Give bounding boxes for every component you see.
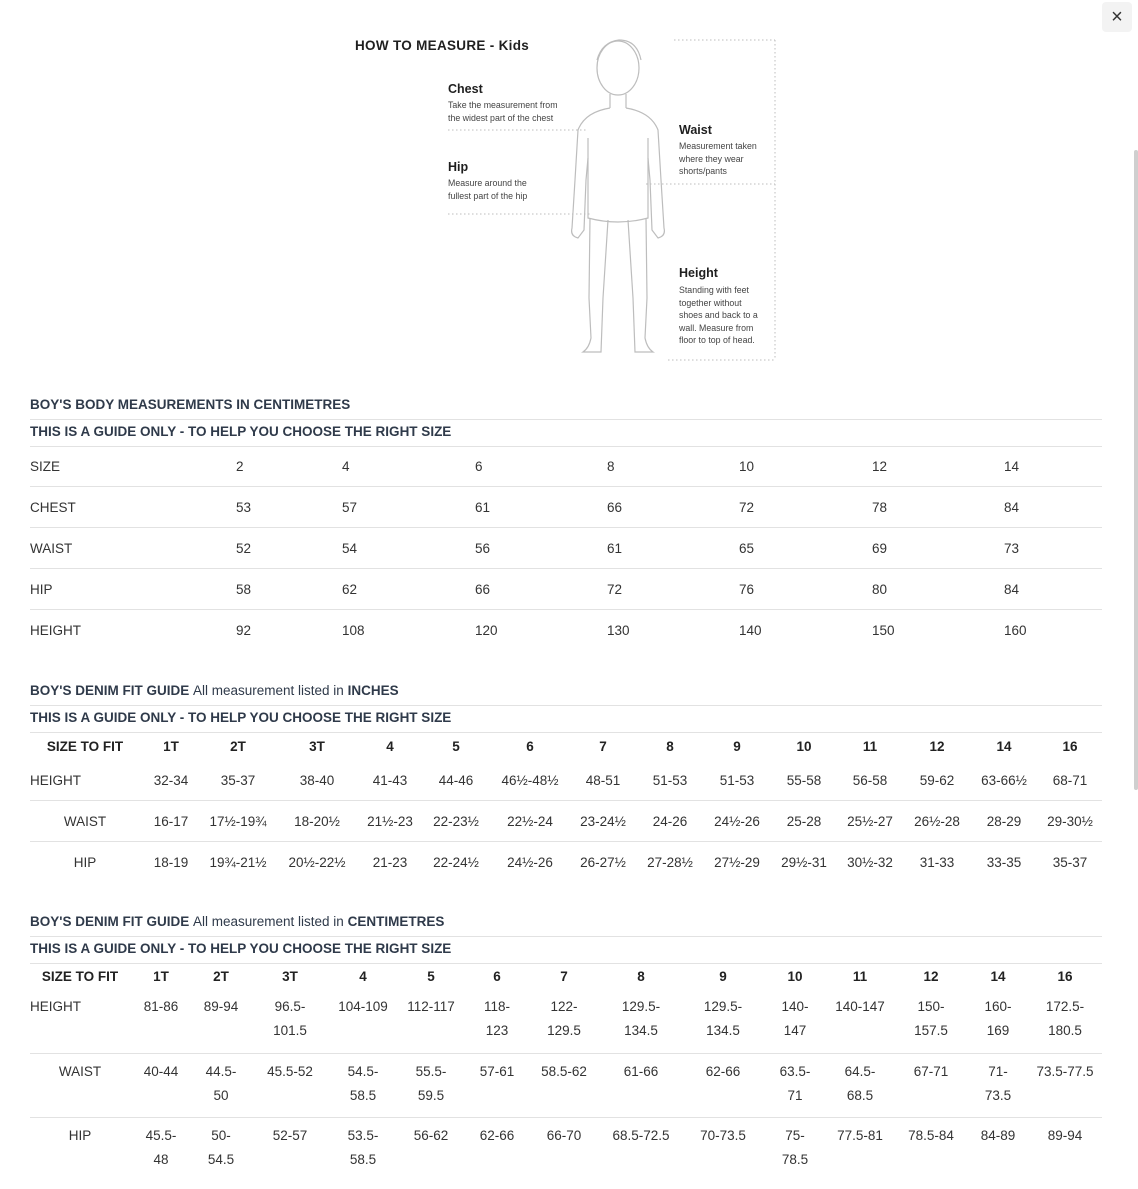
table-cell: 92	[236, 622, 252, 638]
height-label: Height	[679, 266, 718, 280]
table-cell: 27-28½	[647, 854, 693, 870]
table-cell: 22-23½	[420, 801, 492, 842]
table-cell: 57	[342, 487, 475, 528]
table-cell: 21-23	[372, 854, 408, 870]
cell-line: 68.5-72.5	[612, 1127, 670, 1143]
row-label: WAIST	[30, 528, 236, 569]
table-cell	[528, 1117, 600, 1181]
cell-line: 140-147	[835, 999, 885, 1014]
table-row	[30, 801, 1102, 842]
cell-line: 66-70	[546, 1127, 582, 1143]
cell-line: 54.5-	[347, 1063, 379, 1079]
divider	[30, 419, 1102, 420]
table-header-row	[30, 732, 1102, 760]
column-header: 4	[386, 738, 394, 754]
table-row	[30, 1117, 1102, 1181]
row-label: CHEST	[30, 487, 236, 528]
table-cell	[826, 1117, 894, 1181]
table-cell: 68-71	[1038, 760, 1102, 801]
cell-line: 134.5	[706, 1023, 740, 1038]
table-cell: 41-43	[360, 760, 420, 801]
table-cell: 24½-26	[702, 801, 772, 842]
cell-line: 58.5	[349, 1151, 377, 1167]
row-label: HIP	[73, 854, 97, 870]
cell-line: 101.5	[273, 1023, 307, 1038]
column-header: 9	[719, 968, 727, 984]
cell-line: 78.5	[781, 1151, 809, 1167]
waist-description: Measurement taken where they wear shorts/pants	[679, 141, 757, 176]
table-cell: 48-51	[568, 760, 638, 801]
denim-centimetres-table	[30, 963, 1102, 1181]
table-cell: 29½-31	[781, 854, 827, 870]
table-cell	[528, 989, 600, 1053]
table-row	[30, 760, 1102, 801]
cell-line: 129.5-	[621, 999, 661, 1014]
table-cell: 53	[236, 487, 342, 528]
table-cell	[682, 989, 764, 1053]
column-header: 7	[560, 968, 568, 984]
table-cell: 72	[739, 487, 872, 528]
cell-line: 62-66	[479, 1127, 515, 1143]
table-cell: 2	[236, 446, 342, 487]
table-cell: 51-53	[702, 760, 772, 801]
column-header: 7	[599, 738, 607, 754]
table-cell: 27½-29	[714, 854, 760, 870]
cell-line: 71	[787, 1087, 803, 1103]
table-cell: 28-29	[970, 801, 1038, 842]
table-cell	[528, 1053, 600, 1117]
cell-line: 123	[485, 1023, 509, 1038]
table-cell: 20½-22½	[288, 854, 346, 870]
table-cell	[1028, 1117, 1102, 1181]
cell-line: 150-	[917, 999, 945, 1014]
hip-label: Hip	[448, 160, 469, 174]
table-cell: 24½-26	[507, 854, 553, 870]
table-cell	[130, 989, 192, 1053]
table-cell: 61	[475, 487, 607, 528]
table-cell: 46½-48½	[492, 760, 568, 801]
table-cell: 35-37	[202, 760, 274, 801]
cell-line: 122-	[550, 999, 578, 1014]
body-cm-title: BOY'S BODY MEASUREMENTS IN CENTIMETRES	[30, 397, 351, 412]
table-cell: 12	[872, 446, 1004, 487]
cell-line: 44.5-	[205, 1063, 237, 1079]
table-cell: 29-30½	[1038, 801, 1102, 842]
cell-line: 62-66	[705, 1063, 741, 1079]
column-header: 16	[1062, 738, 1078, 754]
table-cell: 26½-28	[904, 801, 970, 842]
table-cell	[826, 1053, 894, 1117]
table-cell: 80	[872, 569, 1004, 610]
column-header: 5	[427, 968, 435, 984]
table-cell	[764, 1053, 826, 1117]
table-cell: 22½-24	[492, 801, 568, 842]
cell-line: 140-	[781, 999, 809, 1014]
cell-line: 180.5	[1048, 1023, 1082, 1038]
table-cell: 35-37	[1052, 854, 1088, 870]
cell-line: 78.5-84	[908, 1127, 954, 1143]
cell-line: 147	[783, 1023, 807, 1038]
cell-line: 89-94	[203, 999, 239, 1014]
table-cell	[192, 1053, 250, 1117]
table-cell: 84	[1004, 569, 1102, 610]
table-cell: 33-35	[986, 854, 1022, 870]
table-cell: 21½-23	[360, 801, 420, 842]
table-cell	[600, 1053, 682, 1117]
table-cell: 8	[607, 446, 739, 487]
table-row	[30, 1053, 1102, 1117]
denim-cm-subtitle: THIS IS A GUIDE ONLY - TO HELP YOU CHOOSE THE RIGHT SIZE	[30, 941, 452, 956]
table-cell: 18-19	[153, 854, 189, 870]
close-button[interactable]: ×	[1102, 2, 1132, 32]
column-header: 10	[787, 968, 803, 984]
table-cell: 66	[475, 569, 607, 610]
table-cell: 24-26	[638, 801, 702, 842]
divider	[30, 705, 1102, 706]
cell-line: 55.5-	[415, 1063, 447, 1079]
table-row	[30, 528, 1102, 569]
cell-line: 50-	[211, 1127, 231, 1143]
table-cell	[894, 1117, 968, 1181]
table-cell: 120	[475, 622, 498, 638]
table-cell	[330, 1053, 396, 1117]
table-cell: 58	[236, 569, 342, 610]
table-cell: 160	[1004, 622, 1027, 638]
column-header: 11	[862, 738, 878, 754]
table-cell: 6	[475, 446, 607, 487]
table-cell	[968, 1053, 1028, 1117]
table-cell	[1028, 989, 1102, 1053]
table-cell: 140	[739, 622, 762, 638]
table-cell: 25½-27	[836, 801, 904, 842]
table-cell	[250, 1053, 330, 1117]
table-cell: 31-33	[919, 854, 955, 870]
column-header: 14	[990, 968, 1006, 984]
column-header: SIZE TO FIT	[46, 738, 124, 754]
cell-line: 75-	[785, 1127, 805, 1143]
table-cell: 65	[739, 528, 872, 569]
table-row	[30, 487, 1102, 528]
table-cell: 150	[872, 622, 895, 638]
column-header: 9	[733, 738, 741, 754]
cell-line: 45.5-52	[267, 1063, 313, 1079]
table-cell: 55-58	[772, 760, 836, 801]
table-header-row	[30, 963, 1102, 989]
cell-line: 61-66	[623, 1063, 659, 1079]
table-cell	[1028, 1053, 1102, 1117]
table-cell: 63-66½	[970, 760, 1038, 801]
table-cell: 32-34	[140, 760, 202, 801]
table-row	[30, 989, 1102, 1053]
table-cell: 51-53	[638, 760, 702, 801]
table-cell	[250, 1117, 330, 1181]
cell-line: 118-	[483, 999, 511, 1014]
cell-line: 157.5	[914, 1023, 948, 1038]
table-row	[30, 569, 1102, 610]
cell-line: 70-73.5	[700, 1127, 746, 1143]
cell-line: 172.5-	[1045, 999, 1085, 1014]
table-cell: 30½-32	[847, 854, 893, 870]
column-header: 8	[666, 738, 674, 754]
table-cell	[466, 1053, 528, 1117]
hip-description: Measure around the fullest part of the hip	[448, 178, 528, 201]
table-cell	[600, 1117, 682, 1181]
cell-line: 52-57	[272, 1127, 308, 1143]
table-cell: 69	[872, 528, 1004, 569]
column-header: 4	[359, 968, 367, 984]
cell-line: 81-86	[143, 999, 179, 1014]
cell-line: 73.5	[984, 1087, 1012, 1103]
how-to-measure-title: HOW TO MEASURE - Kids	[355, 38, 530, 53]
column-header: 3T	[309, 738, 325, 754]
table-cell	[600, 989, 682, 1053]
table-cell	[330, 1117, 396, 1181]
column-header: 6	[493, 968, 501, 984]
column-header: 8	[637, 968, 645, 984]
table-cell	[894, 989, 968, 1053]
column-header: 16	[1057, 968, 1073, 984]
cell-line: 112-117	[407, 999, 455, 1014]
row-label: HIP	[30, 569, 236, 610]
row-label: HIP	[68, 1127, 92, 1143]
column-header: 3T	[282, 968, 298, 984]
table-cell	[764, 1117, 826, 1181]
column-header: 2T	[213, 968, 229, 984]
table-cell	[968, 1117, 1028, 1181]
denim-in-title: BOY'S DENIM FIT GUIDE All measurement listed in INCHES	[30, 683, 399, 698]
table-cell	[192, 989, 250, 1053]
table-cell: 16-17	[140, 801, 202, 842]
cell-line: 67-71	[913, 1063, 949, 1079]
table-cell	[466, 1117, 528, 1181]
column-header: 2T	[230, 738, 246, 754]
row-label: HEIGHT	[30, 622, 82, 638]
cell-line: 77.5-81	[837, 1127, 883, 1143]
table-cell: 19¾-21½	[209, 854, 267, 870]
scrollbar[interactable]	[1134, 150, 1138, 790]
table-cell	[130, 1117, 192, 1181]
column-header: 1T	[153, 968, 169, 984]
body-cm-table	[30, 446, 1102, 650]
cell-line: 40-44	[143, 1063, 179, 1079]
table-cell: 108	[342, 622, 365, 638]
table-cell: 52	[236, 528, 342, 569]
table-cell: 22-24½	[433, 854, 479, 870]
column-header: 11	[852, 968, 868, 984]
table-cell: 44-46	[420, 760, 492, 801]
cell-line: 73.5-77.5	[1036, 1063, 1094, 1079]
table-cell	[968, 989, 1028, 1053]
cell-line: 134.5	[624, 1023, 658, 1038]
column-header: 14	[996, 738, 1012, 754]
cell-line: 57-61	[479, 1063, 515, 1079]
denim-inches-table	[30, 732, 1102, 882]
table-cell	[396, 1117, 466, 1181]
table-cell	[682, 1053, 764, 1117]
cell-line: 96.5-	[274, 999, 306, 1014]
column-header: 12	[929, 738, 945, 754]
cell-line: 64.5-	[844, 1063, 876, 1079]
table-cell	[130, 1053, 192, 1117]
body-cm-subtitle: THIS IS A GUIDE ONLY - TO HELP YOU CHOOSE THE RIGHT SIZE	[30, 424, 452, 439]
cell-line: 54.5	[207, 1151, 235, 1167]
denim-in-subtitle: THIS IS A GUIDE ONLY - TO HELP YOU CHOOSE THE RIGHT SIZE	[30, 710, 452, 725]
column-header: 10	[796, 738, 812, 754]
height-description: Standing with feet together without shoes and back to a wall. Measure from floor to top of head.	[679, 285, 758, 345]
cell-line: 129.5-	[703, 999, 743, 1014]
cell-line: 63.5-	[779, 1063, 811, 1079]
table-cell: 66	[607, 487, 739, 528]
table-cell: 38-40	[274, 760, 360, 801]
cell-line: 56-62	[413, 1127, 449, 1143]
column-header: 5	[452, 738, 460, 754]
table-cell	[826, 989, 894, 1053]
chest-description: Take the measurement from the widest part of the chest	[448, 100, 558, 123]
table-cell	[396, 1053, 466, 1117]
table-cell: 56	[475, 528, 607, 569]
table-cell: 76	[739, 569, 872, 610]
row-label: HEIGHT	[30, 760, 140, 801]
waist-label: Waist	[679, 123, 712, 137]
row-label: SIZE	[30, 446, 236, 487]
cell-line: 48	[153, 1151, 169, 1167]
table-cell: 25-28	[772, 801, 836, 842]
table-row	[30, 446, 1102, 487]
row-label: WAIST	[30, 801, 140, 842]
table-cell	[192, 1117, 250, 1181]
table-cell: 26-27½	[580, 854, 626, 870]
column-header: 12	[923, 968, 939, 984]
table-cell: 17½-19¾	[202, 801, 274, 842]
cell-line: 169	[986, 1023, 1010, 1038]
cell-line: 50	[213, 1087, 229, 1103]
table-cell: 18-20½	[274, 801, 360, 842]
table-cell: 56-58	[836, 760, 904, 801]
table-cell: 130	[607, 622, 630, 638]
table-cell	[330, 989, 396, 1053]
table-cell	[894, 1053, 968, 1117]
table-row	[30, 842, 1102, 883]
cell-line: 68.5	[846, 1087, 874, 1103]
table-cell: 10	[739, 446, 872, 487]
row-label: WAIST	[30, 1053, 130, 1117]
table-cell: 4	[342, 446, 475, 487]
table-cell	[682, 1117, 764, 1181]
table-cell: 73	[1004, 528, 1102, 569]
table-cell: 54	[342, 528, 475, 569]
column-header: 6	[526, 738, 534, 754]
table-cell	[396, 989, 466, 1053]
cell-line: 53.5-	[347, 1127, 379, 1143]
cell-line: 58.5	[349, 1087, 377, 1103]
table-cell: 72	[607, 569, 739, 610]
row-label: HEIGHT	[30, 989, 130, 1053]
cell-line: 104-109	[338, 999, 388, 1014]
table-row	[30, 610, 1102, 651]
table-cell: 14	[1004, 446, 1102, 487]
cell-line: 160-	[984, 999, 1012, 1014]
table-cell: 61	[607, 528, 739, 569]
denim-cm-title: BOY'S DENIM FIT GUIDE All measurement listed in CENTIMETRES	[30, 914, 445, 929]
cell-line: 58.5-62	[541, 1063, 587, 1079]
table-cell	[764, 989, 826, 1053]
cell-line: 59.5	[417, 1087, 445, 1103]
cell-line: 71-	[988, 1063, 1008, 1079]
table-cell: 23-24½	[568, 801, 638, 842]
divider	[30, 936, 1102, 937]
table-cell: 62	[342, 569, 475, 610]
table-cell: 78	[872, 487, 1004, 528]
cell-line: 84-89	[980, 1127, 1016, 1143]
table-cell	[250, 989, 330, 1053]
cell-line: 129.5	[547, 1023, 581, 1038]
table-cell	[466, 989, 528, 1053]
cell-line: 45.5-	[145, 1127, 177, 1143]
table-cell: 84	[1004, 487, 1102, 528]
chest-label: Chest	[448, 82, 483, 96]
cell-line: 89-94	[1047, 1127, 1083, 1143]
table-cell: 59-62	[904, 760, 970, 801]
column-header: SIZE TO FIT	[41, 968, 119, 984]
column-header: 1T	[163, 738, 179, 754]
